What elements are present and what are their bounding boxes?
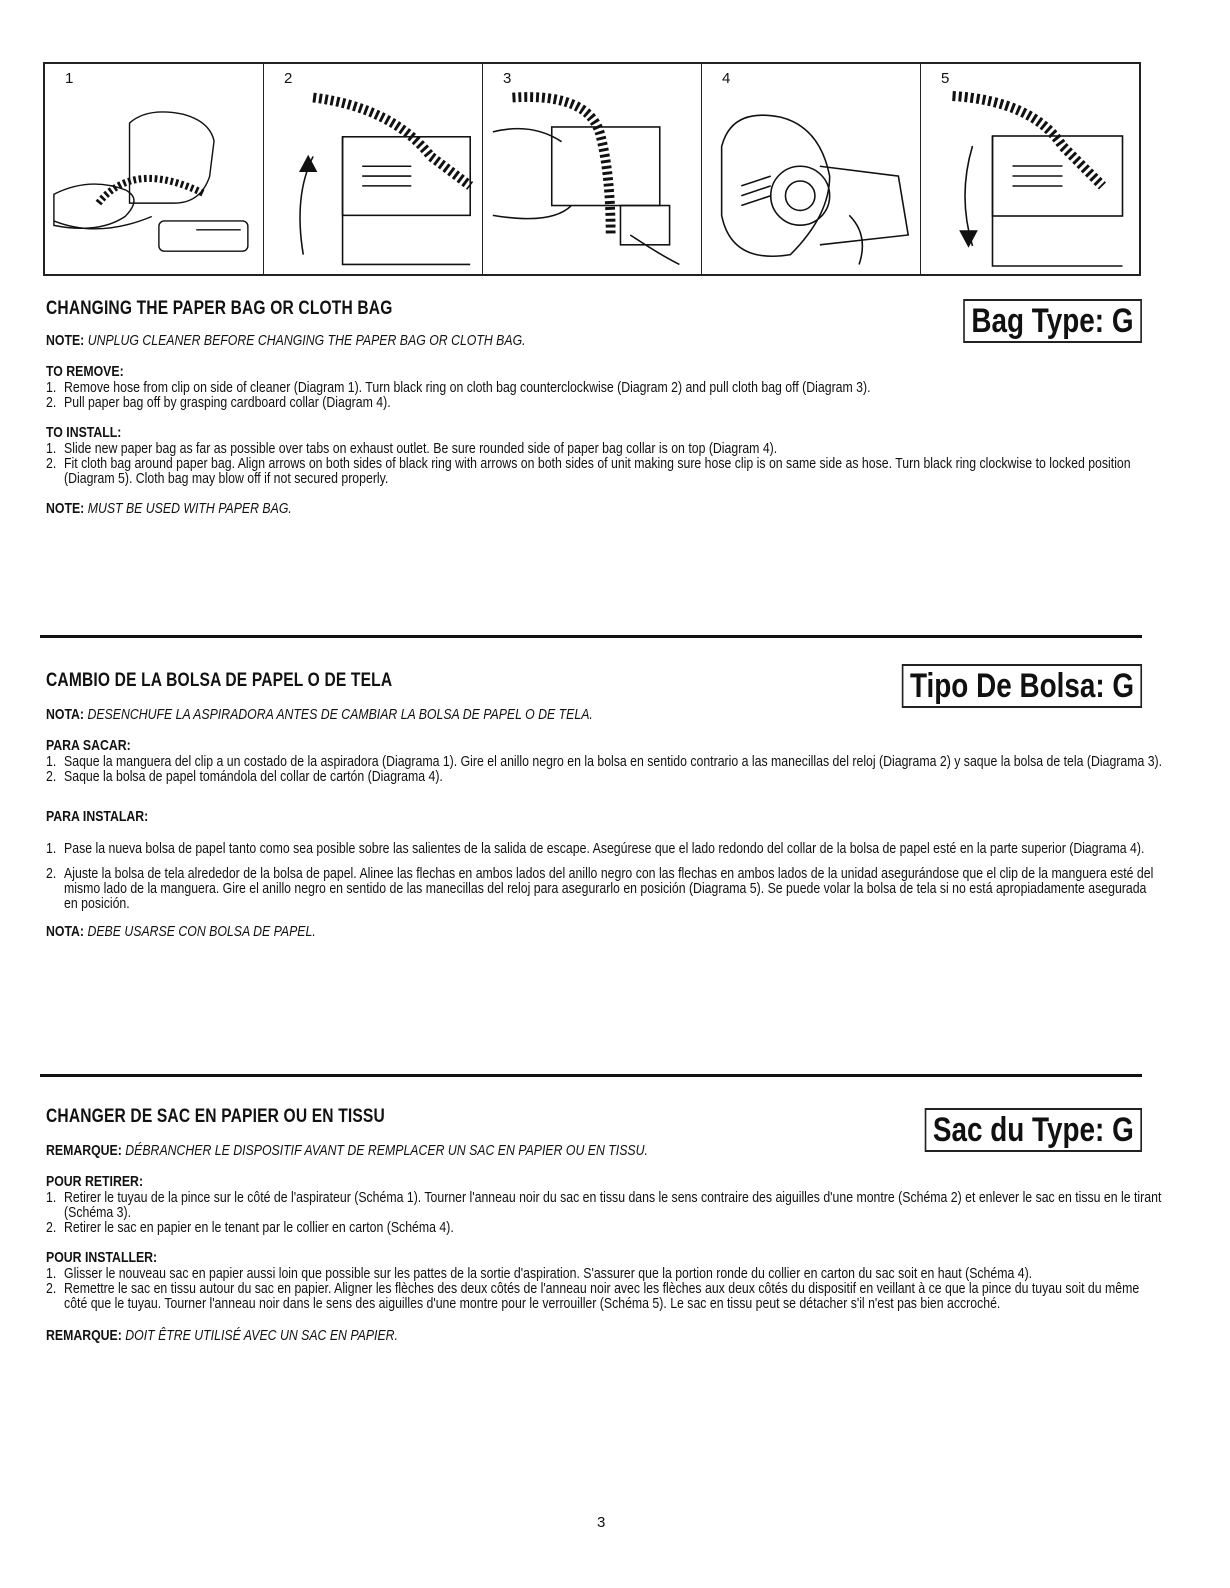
bag-type-badge: Sac du Type: G bbox=[925, 1108, 1142, 1152]
install-steps bbox=[46, 1266, 1146, 1311]
note-text: UNPLUG CLEANER BEFORE CHANGING THE PAPER BAG OR CLOTH BAG. bbox=[87, 332, 526, 349]
note-label: REMARQUE: bbox=[46, 1327, 122, 1344]
remove-steps bbox=[46, 1189, 1162, 1236]
subheading-remove: PARA SACAR: bbox=[46, 737, 131, 754]
install-steps bbox=[46, 840, 1154, 912]
section-divider bbox=[40, 635, 1142, 638]
diagram-strip bbox=[43, 62, 1141, 276]
section-title: CAMBIO DE LA BOLSA DE PAPEL O DE TELA bbox=[46, 670, 393, 691]
page-number: 3 bbox=[597, 1514, 606, 1531]
section-title: CHANGING THE PAPER BAG OR CLOTH BAG bbox=[46, 298, 393, 319]
diagram-1 bbox=[45, 64, 264, 274]
diagram-number: 1 bbox=[65, 70, 74, 87]
list-item: 2. Retirer le sac en papier en le tenant par le collier en carton (Schéma 4). bbox=[46, 1219, 454, 1236]
section-spanish bbox=[46, 670, 1163, 940]
diagram-number: 4 bbox=[722, 70, 731, 87]
paper-bag-note bbox=[46, 923, 948, 940]
note-text: DOIT ÊTRE UTILISÉ AVEC UN SAC EN PAPIER. bbox=[125, 1327, 398, 1344]
paper-bag-note bbox=[46, 1327, 948, 1344]
removing-paper-bag-illustration bbox=[702, 86, 920, 274]
paper-bag-note bbox=[46, 500, 948, 517]
diagram-2 bbox=[264, 64, 483, 274]
diagram-5 bbox=[921, 64, 1139, 274]
note-text: DESENCHUFE LA ASPIRADORA ANTES DE CAMBIAR LA BOLSA DE PAPEL O DE TELA. bbox=[87, 706, 593, 723]
list-item: 2. Remettre le sac en tissu autour du sac en papier. Aligner les flèches des deux côtés de l'anneau noir avec les flèches aux deux côtés du dispositif en veillant à ce que la pince du tuyau soit du même côté que le tuyau. Tourner l'anneau noir dans le sens des aiguilles d'une montre pour le verrouiller (Schéma 5). Le sac en tissu peut se détacher s'il n'est pas bien accroché. bbox=[46, 1280, 1140, 1312]
note-label: NOTE: bbox=[46, 332, 85, 349]
list-item: 2. Ajuste la bolsa de tela alrededor de la bolsa de papel. Alinee las flechas en ambos lados del anillo negro con las flechas en ambos lados de la unidad asegurándose que el clip de la manguera esté del mismo lado de la manguera. Gire el anillo negro en sentido de las manecillas del reloj para asegurarlo en posición (Diagrama 5). Se puede volar la bolsa de tela si no está apropiadamente asegurada en posición. bbox=[46, 865, 1154, 912]
list-item: 1. Pase la nueva bolsa de papel tanto como sea posible sobre las salientes de la salida de escape. Asegúrese que el lado redondo del collar de la bolsa de papel esté en la parte superior (Diagrama 4). bbox=[46, 840, 1145, 857]
section-divider bbox=[40, 1074, 1142, 1077]
locking-ring-illustration bbox=[921, 86, 1139, 274]
warning-note bbox=[46, 332, 948, 349]
subheading-remove: TO REMOVE: bbox=[46, 363, 124, 380]
subheading-install: PARA INSTALAR: bbox=[46, 808, 149, 825]
list-item: 1. Glisser le nouveau sac en papier aussi loin que possible sur les pattes de la sortie d'aspiration. S'assurer que la portion ronde du collier en carton du sac soit en haut (Schéma 4). bbox=[46, 1265, 1033, 1282]
list-item: 2. Saque la bolsa de papel tomándola del collar de cartón (Diagrama 4). bbox=[46, 768, 443, 785]
install-steps bbox=[46, 441, 1146, 486]
subheading-remove: POUR RETIRER: bbox=[46, 1173, 144, 1190]
list-item: 1. Remove hose from clip on side of cleaner (Diagram 1). Turn black ring on cloth bag counterclockwise (Diagram 2) and pull cloth bag off (Diagram 3). bbox=[46, 379, 871, 396]
note-text: DÉBRANCHER LE DISPOSITIF AVANT DE REMPLACER UN SAC EN PAPIER OU EN TISSU. bbox=[125, 1142, 648, 1159]
remove-steps bbox=[46, 753, 1163, 785]
diagram-4 bbox=[702, 64, 921, 274]
note-label: REMARQUE: bbox=[46, 1142, 122, 1159]
diagram-3 bbox=[483, 64, 702, 274]
subheading-install: TO INSTALL: bbox=[46, 424, 122, 441]
list-item: 1. Saque la manguera del clip a un costado de la aspiradora (Diagrama 1). Gire el anillo negro en la bolsa en sentido contrario a las manecillas del reloj (Diagrama 2) y saque la bolsa de tela (Diagrama 3). bbox=[46, 753, 1163, 770]
turning-ring-illustration bbox=[264, 86, 482, 274]
note-label: NOTA: bbox=[46, 706, 85, 723]
list-item: 1. Slide new paper bag as far as possible over tabs on exhaust outlet. Be sure rounded side of paper bag collar is on top (Diagram 4). bbox=[46, 440, 778, 457]
diagram-number: 5 bbox=[941, 70, 950, 87]
diagram-number: 3 bbox=[503, 70, 512, 87]
note-label: NOTE: bbox=[46, 500, 85, 517]
list-item: 2. Fit cloth bag around paper bag. Align arrows on both sides of black ring with arrows on both sides of unit making sure hose clip is on same side as hose. Turn black ring clockwise to locked position (Diagram 5). Cloth bag may blow off if not secured properly. bbox=[46, 455, 1131, 487]
hand-removing-hose-illustration bbox=[45, 86, 263, 274]
note-label: NOTA: bbox=[46, 923, 85, 940]
subheading-install: POUR INSTALLER: bbox=[46, 1249, 158, 1266]
remove-steps bbox=[46, 380, 1146, 410]
note-text: DEBE USARSE CON BOLSA DE PAPEL. bbox=[87, 923, 316, 940]
note-text: MUST BE USED WITH PAPER BAG. bbox=[87, 500, 292, 517]
warning-note bbox=[46, 706, 948, 723]
section-title: CHANGER DE SAC EN PAPIER OU EN TISSU bbox=[46, 1106, 385, 1127]
list-item: 1. Retirer le tuyau de la pince sur le côté de l'aspirateur (Schéma 1). Tourner l'anneau noir du sac en tissu dans le sens contraire des aiguilles d'une montre (Schéma 2) et enlever le sac en tissu en le tirant (Schéma 3). bbox=[46, 1189, 1162, 1221]
bag-type-badge: Tipo De Bolsa: G bbox=[901, 664, 1142, 708]
warning-note bbox=[46, 1142, 948, 1159]
list-item: 2. Pull paper bag off by grasping cardboard collar (Diagram 4). bbox=[46, 394, 391, 411]
diagram-number: 2 bbox=[284, 70, 293, 87]
bag-type-badge: Bag Type: G bbox=[963, 299, 1142, 343]
pulling-cloth-bag-illustration bbox=[483, 86, 701, 274]
